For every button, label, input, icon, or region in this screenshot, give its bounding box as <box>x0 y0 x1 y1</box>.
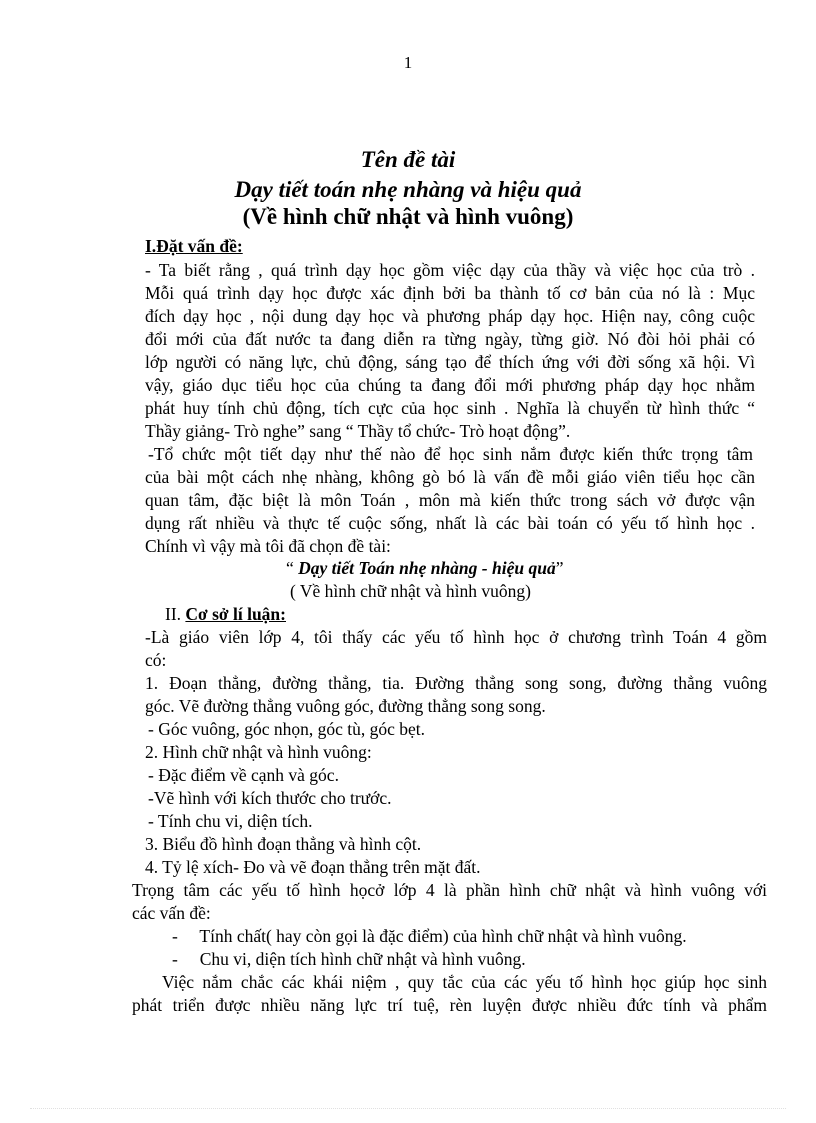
section1-line: của bài một cách nhẹ nhàng, không gò bó là vấn đề mỗi giáo viên tiểu học cần <box>145 467 755 487</box>
section1-line: đổi mới của đất nước ta đang diễn ra từng ngày, từng giờ. Nó đòi hỏi phải có <box>145 329 755 349</box>
section2-line: có: <box>145 650 167 670</box>
section2-heading: II. Cơ sở lí luận: <box>165 604 286 624</box>
section1-line: quan tâm, đặc biệt là môn Toán , môn mà kiến thức trong sách vở được vận <box>145 490 755 510</box>
section1-line: Thầy giảng- Trò nghe” sang “ Thầy tổ chức- Trò hoạt động”. <box>145 421 571 441</box>
chosen-topic-title: Dạy tiết Toán nhẹ nhàng - hiệu quả <box>298 558 556 578</box>
section2-line: -Là giáo viên lớp 4, tôi thấy các yếu tố hình học ở chương trình Toán 4 gồm <box>145 627 767 647</box>
doc-title-main: Dạy tiết toán nhẹ nhàng và hiệu quả <box>234 177 582 202</box>
section1-heading: I.Đặt vấn đề: <box>145 236 243 256</box>
section2-bullet: - Chu vi, diện tích hình chữ nhật và hình vuông. <box>172 949 526 969</box>
page-bottom-divider <box>30 1108 786 1109</box>
section2-line: các vấn đề: <box>132 903 211 923</box>
section2-line: 1. Đoạn thẳng, đường thẳng, tia. Đường thẳng song song, đường thẳng vuông <box>145 673 767 693</box>
chosen-topic: “ Dạy tiết Toán nhẹ nhàng - hiệu quả” <box>286 558 564 578</box>
section2-line: góc. Vẽ đường thẳng vuông góc, đường thẳng song song. <box>145 696 546 716</box>
section1-line: -Tổ chức một tiết dạy như thế nào để học sinh nắm được kiến thức trọng tâm <box>148 444 753 464</box>
section2-line: phát triển được nhiều năng lực trí tuệ, rèn luyện được nhiều đức tính và phẩm <box>132 995 767 1015</box>
section2-line: 4. Tỷ lệ xích- Đo và vẽ đoạn thẳng trên mặt đất. <box>145 857 481 877</box>
doc-title-label: Tên đề tài <box>360 147 456 172</box>
section1-line: - Ta biết rằng , quá trình dạy học gồm việc dạy của thầy và việc học của trò . <box>145 260 755 280</box>
section1-line: vậy, giáo dục tiểu học của chúng ta đang đổi mới phương pháp dạy học nhằm <box>145 375 755 395</box>
section2-line: Việc nắm chắc các khái niệm , quy tắc của các yếu tố hình học giúp học sinh <box>162 972 767 992</box>
section1-line: Chính vì vậy mà tôi đã chọn đề tài: <box>145 536 391 556</box>
section2-line: - Đặc điểm về cạnh và góc. <box>148 765 339 785</box>
chosen-topic-sub: ( Về hình chữ nhật và hình vuông) <box>290 581 531 601</box>
section2-line: - Góc vuông, góc nhọn, góc tù, góc bẹt. <box>148 719 426 739</box>
doc-title-sub: (Về hình chữ nhật và hình vuông) <box>242 204 574 229</box>
section2-line: -Vẽ hình với kích thước cho trước. <box>148 788 392 808</box>
page-number: 1 <box>403 53 413 72</box>
section2-line: Trọng tâm các yếu tố hình họcở lớp 4 là phần hình chữ nhật và hình vuông với <box>132 880 767 900</box>
section1-line: đích dạy học , nội dung dạy học và phương pháp dạy học. Hiện nay, công cuộc <box>145 306 755 326</box>
section2-line: - Tính chu vi, diện tích. <box>148 811 313 831</box>
section2-line: 3. Biểu đồ hình đoạn thẳng và hình cột. <box>145 834 422 854</box>
section2-bullet: - Tính chất( hay còn gọi là đặc điểm) của hình chữ nhật và hình vuông. <box>172 926 687 946</box>
section1-line: dụng rất nhiều và thực tế cuộc sống, nhất là các bài toán có yếu tố hình học . <box>145 513 755 533</box>
section1-line: lớp người có năng lực, chủ động, sáng tạo để thích ứng với đời sống xã hội. Vì <box>145 352 755 372</box>
section1-line: Mỗi quá trình dạy học được xác định bởi ba thành tố cơ bản của nó là : Mục <box>145 283 755 303</box>
section2-line: 2. Hình chữ nhật và hình vuông: <box>145 742 372 762</box>
section1-line: phát huy tính chủ động, tích cực của học sinh . Nghĩa là chuyển từ hình thức “ <box>145 398 755 418</box>
